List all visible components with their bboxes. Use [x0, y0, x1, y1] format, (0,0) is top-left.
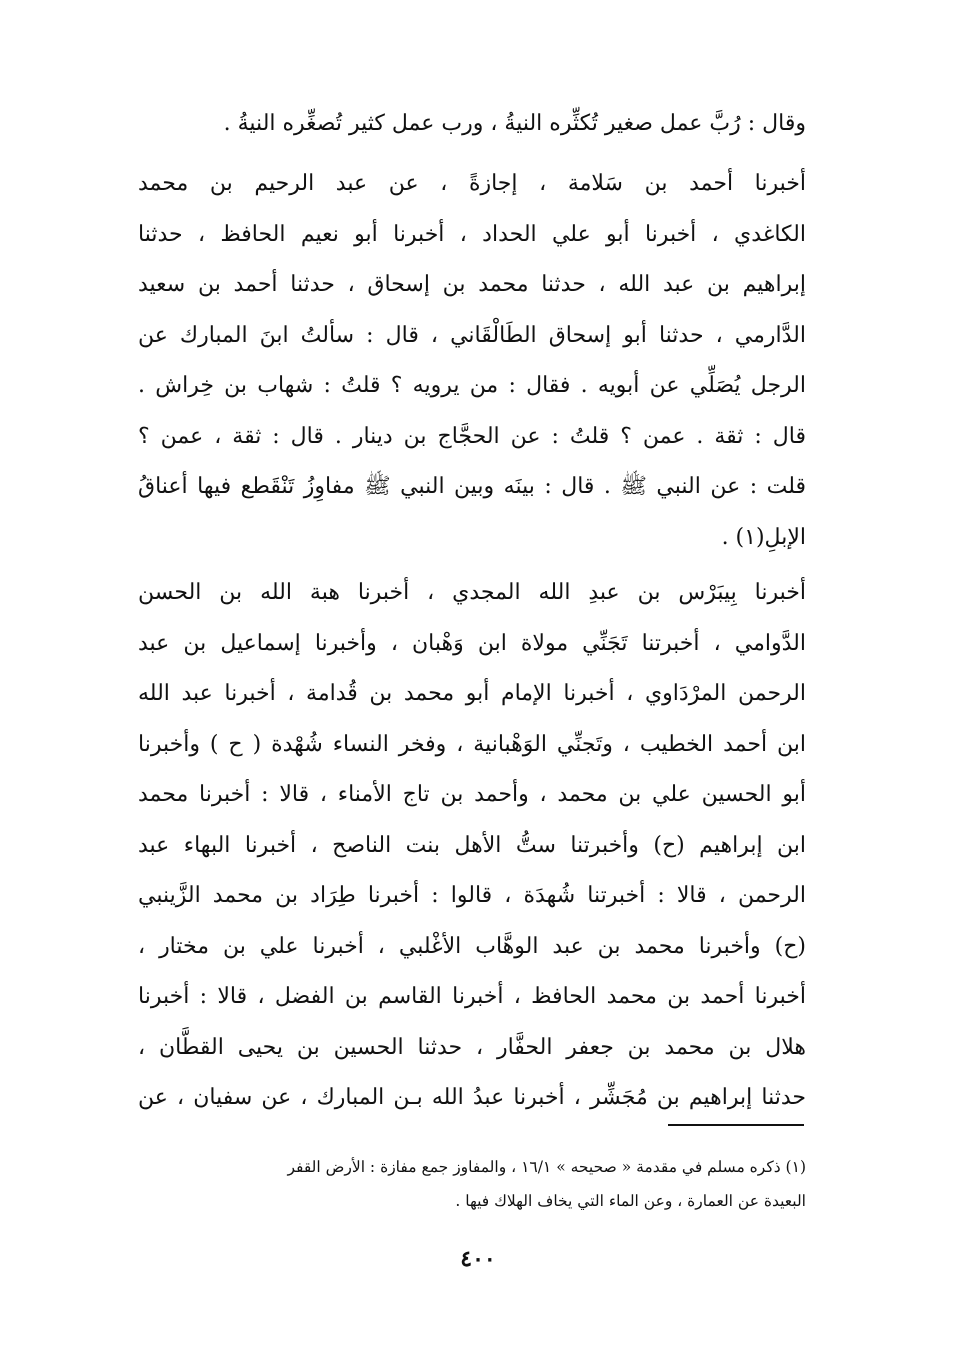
text-line: الرجل يُصَلِّي عن أبويه . فقال : من يرويه ؟ قلتُ : شهاب بن خِراش .	[138, 373, 806, 398]
text-line: الرحمن ، قالا : أخبرتنا شُهدَة ، قالوا : أخبرنا طِرَاد بن محمد الزَّينبي	[138, 883, 806, 908]
text-line: الدَّوامي ، أخبرتنا تَجَنِّي مولاة ابن وَهْبان ، وأخبرنا إسماعيل بن عبد	[138, 630, 807, 656]
text-line: أبو الحسين علي بن محمد ، وأحمد بن تاج الأمناء ، قالا : أخبرنا محمد	[138, 782, 806, 807]
text-line: ابن أحمد الخطيب ، وتَجنِّي الوَهْبانية ، وفخر النساء شُهْدة ( ح ) وأخبرنا	[138, 731, 806, 757]
footnote-line: (١) ذكره مسلم في مقدمة « صحيحه » ١٦/١ ، والمفاوز جمع مفازة : الأرض القفر	[287, 1158, 806, 1176]
footnote-line: البعيدة عن العمارة ، وعن الماء التي يخاف الهلاك فيها .	[455, 1192, 806, 1210]
footnotes	[138, 1150, 806, 1218]
text-line: الدَّارمي ، حدثنا أبو إسحاق الطَالْقَاني ، قال : سألتُ ابنَ المبارك عن	[138, 322, 806, 348]
text-line: الرحمن المرْدَاوي ، أخبرنا الإمام أبو محمد بن قُدامة ، أخبرنا عبد الله	[138, 681, 806, 706]
text-line: هلال بن محمد بن جعفر الحفَّار ، حدثنا الحسين بن يحيى القطَّان ،	[138, 1034, 806, 1060]
text-line: الإبلِ(١) .	[721, 524, 806, 550]
text-line: حدثنا إبراهيم بن مُجَشِّر ، أخبرنا عبدُ الله بـن المبارك ، عن سفيان ، عن	[138, 1085, 806, 1110]
paragraph-2	[138, 159, 806, 563]
page-number: ٤٠٠	[460, 1246, 496, 1272]
footnote-divider	[668, 1124, 804, 1126]
text-line: (ح) وأخبرنا محمد بن عبد الوهَّاب الأغْلبي ، أخبرنا علي بن مختار ،	[138, 933, 806, 959]
text-line: الكاغدي ، أخبرنا أبو علي الحداد ، أخبرنا أبو نعيم الحافظ ، حدثنا	[138, 221, 806, 247]
text-line: أخبرنا أحمد بن سَلامة ، إجازةً ، عن عبد الرحيم بن محمد	[138, 171, 806, 196]
text-line: أخبرنا بِيبَرْس بن عبدِ الله المجدي ، أخبرنا هبة الله بن الحسن	[138, 580, 806, 605]
paragraph-1	[138, 99, 806, 150]
paragraph-3	[138, 568, 806, 1124]
text-line: أخبرنا أحمد بن محمد الحافظ ، أخبرنا القاسم بن الفضل ، قالا : أخبرنا	[138, 984, 806, 1009]
text-line: قال : ثقة . عمن ؟ قلتُ : عن الحجَّاج بن دينار . قال : ثقة ، عمن ؟	[138, 423, 806, 449]
text-line: إبراهيم بن عبد الله ، حدثنا محمد بن إسحاق ، حدثنا أحمد بن سعيد	[138, 272, 806, 297]
text-line: ابن إبراهيم (ح) وأخبرتنا ستُّ الأهل بنت الناصح ، أخبرنا البهاء عبد	[138, 832, 806, 858]
text-line: قلت : عن النبي ﷺ . قال : بينَه وبين النبي ﷺ مفاوِزُ تَنْقَطع فيها أعناقُ	[138, 474, 806, 499]
text-line: وقال : رُبَّ عمل صغير تُكثِّره النيةُ ، ورب عمل كثير تُصغِّره النيةُ .	[223, 111, 806, 136]
